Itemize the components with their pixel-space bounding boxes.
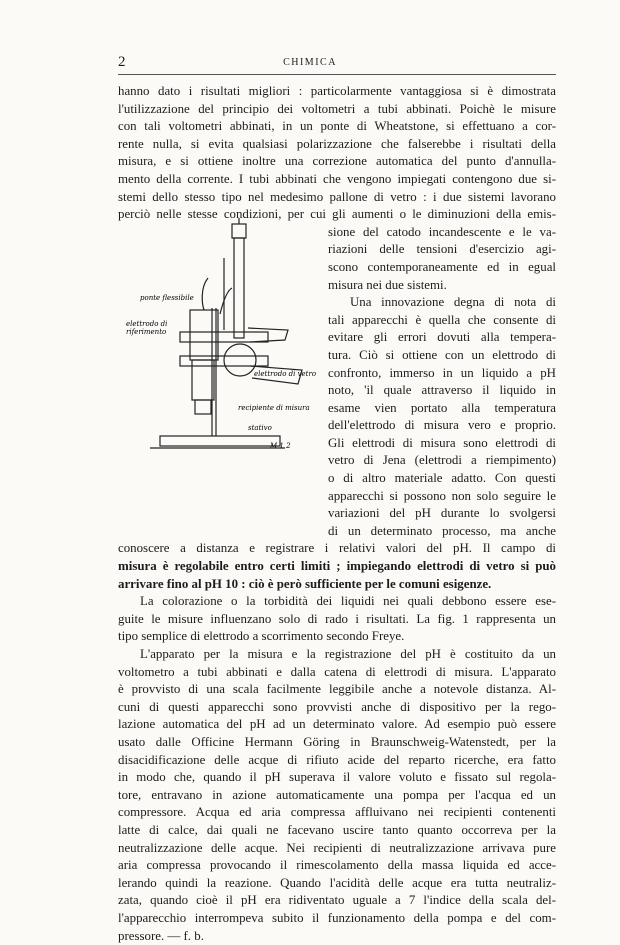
- text-line: pressore. — f. b.: [118, 928, 556, 945]
- text-line: lazione automatica del pH ad un determinato valore. Ad esempio può essere: [118, 716, 556, 734]
- label-recipiente: recipiente di misura: [238, 404, 310, 412]
- label-elettrodo-rif-1: elettrodo di: [126, 320, 167, 328]
- text-line: sione del catodo incandescente e le va-: [328, 224, 556, 242]
- text-line: lerando quindi la reazione. Quando l'acidità delle acque era tutta neutraliz-: [118, 875, 556, 893]
- text-line: riazioni delle tensioni d'esercizio agi-: [328, 241, 556, 259]
- paragraph-1: [118, 83, 556, 294]
- text-line: variazioni del pH durante lo svolgersi: [328, 505, 556, 523]
- text-line: La colorazione o la torbidità dei liquidi nei quali debbono essere ese-: [118, 593, 556, 611]
- text-line: esame vien portato alla temperatura: [328, 400, 556, 418]
- text-line: latte di calce, dai quali ne facevano uscire tanto quanto occorreva per la: [118, 822, 556, 840]
- text-line: cuni di questi apparecchi sono provvisti anche di dispositivo per la rego-: [118, 699, 556, 717]
- label-elettrodo-rif-2: riferimento: [126, 328, 166, 336]
- text-line: misura, e si ottiene inoltre una correzione automatica del punto d'annulla-: [118, 153, 556, 171]
- text-line: tura. Ciò si ottiene con un elettrodo di: [328, 347, 556, 365]
- text-line: arrivare fino al pH 10 : ciò è però sufficiente per le comuni esigenze.: [118, 576, 556, 594]
- paragraph-2: [118, 294, 556, 593]
- article-body: [118, 83, 556, 945]
- text-line: evitare gli errori dovuti alla tempera-: [328, 329, 556, 347]
- text-line: l'apparecchio interrompeva subito il funzionamento della pompa e del com-: [118, 910, 556, 928]
- text-line: stemi dello stesso tipo nel medesimo pallone di vetro : i due sistemi lavorano: [118, 189, 556, 207]
- paragraph-4: [118, 646, 556, 945]
- text-line: o di altro materiale adatto. Con questi: [328, 470, 556, 488]
- label-elettrodo-vetro: elettrodo di vetro: [254, 370, 316, 378]
- page-number: 2: [118, 54, 126, 71]
- text-line: disacidificazione delle acque di rifiuto acide del reparto ricerche, era fatto: [118, 752, 556, 770]
- text-line: noto, 'il quale attraverso il liquido in: [328, 382, 556, 400]
- text-line: apparecchi si possono non solo seguire le: [328, 488, 556, 506]
- text-line: è provvisto di una scala facilmente leggibile anche a notevole distanza. Al-: [118, 681, 556, 699]
- page-header: [0, 54, 620, 74]
- text-line: dell'elettrodo di misura vero e proprio.: [328, 417, 556, 435]
- header-rule: [118, 74, 556, 75]
- text-line: compressore. Acqua ed aria compressa affluivano nei recipienti contenenti: [118, 804, 556, 822]
- text-line: rente nulla, si evita qualsiasi polarizzazione che falserebbe i risultati della: [118, 136, 556, 154]
- text-line: conoscere a distanza e registrare i relativi valori del pH. Il campo di: [118, 540, 556, 558]
- text-line: l'utilizzazione del principio dei voltometri a tubi abbinati. Poichè le misure: [118, 101, 556, 119]
- label-ponte: ponte flessibile: [140, 294, 194, 302]
- text-line: usato dalle Officine Hermann Göring in Braunschweig-Watenstedt, per la: [118, 734, 556, 752]
- text-line: zata, quando cioè il pH era ridiventato uguale a 7 l'indice della scala del-: [118, 892, 556, 910]
- text-line: voltometro a tubi abbinati e dalla catena di elettrodi di misura. L'apparato: [118, 664, 556, 682]
- text-line: aria compressa provocando il rimescolamento della massa liquida ed acce-: [118, 857, 556, 875]
- text-line: Una innovazione degna di nota di: [328, 294, 556, 312]
- figure-number: M 1 2: [269, 442, 291, 450]
- text-line: misura è regolabile entro certi limiti ; impiegando elettrodi di vetro si può: [118, 558, 556, 576]
- running-title: CHIMICA: [0, 57, 620, 68]
- text-line: neutralizzazione delle acque. Nei recipienti di neutralizzazione arrivava pure: [118, 840, 556, 858]
- text-line: con tali voltometri abbinati, in un ponte di Wheatstone, si effettuano a cor-: [118, 118, 556, 136]
- text-line: confronto, immerso in un liquido a pH: [328, 365, 556, 383]
- text-line: tali apparecchi è quella che consente di: [328, 312, 556, 330]
- text-line: vetro di Jena (elettrodi a riempimento): [328, 452, 556, 470]
- text-line: in modo che, quando il pH superava il valore voluto e fissato sul regola-: [118, 769, 556, 787]
- text-line: hanno dato i risultati migliori : particolarmente vantaggiosa si è dimostrata: [118, 83, 556, 101]
- paragraph-3: [118, 593, 556, 646]
- text-line: mento della corrente. I tubi abbinati che vengono impiegati contengono due si-: [118, 171, 556, 189]
- text-line: tipo semplice di elettrodo a scorrimento secondo Freye.: [118, 628, 556, 646]
- text-line: guite le misure influenzano solo di rado i risultati. La fig. 1 rappresenta un: [118, 611, 556, 629]
- label-stativo: stativo: [248, 424, 272, 432]
- text-line: Gli elettrodi di misura sono elettrodi di: [328, 435, 556, 453]
- text-line: L'apparato per la misura e la registrazione del pH è costituito da un: [118, 646, 556, 664]
- text-line: scono contemporaneamente ed in egual: [328, 259, 556, 277]
- text-line: tore, entravano in azione automaticamente una pompa per l'acqua ed un: [118, 787, 556, 805]
- text-line: perciò nelle stesse condizioni, per cui gli aumenti o le diminuzioni della emis-: [118, 206, 556, 224]
- text-line: misura nei due sistemi.: [328, 277, 556, 295]
- text-line: di un determinato processo, ma anche: [328, 523, 556, 541]
